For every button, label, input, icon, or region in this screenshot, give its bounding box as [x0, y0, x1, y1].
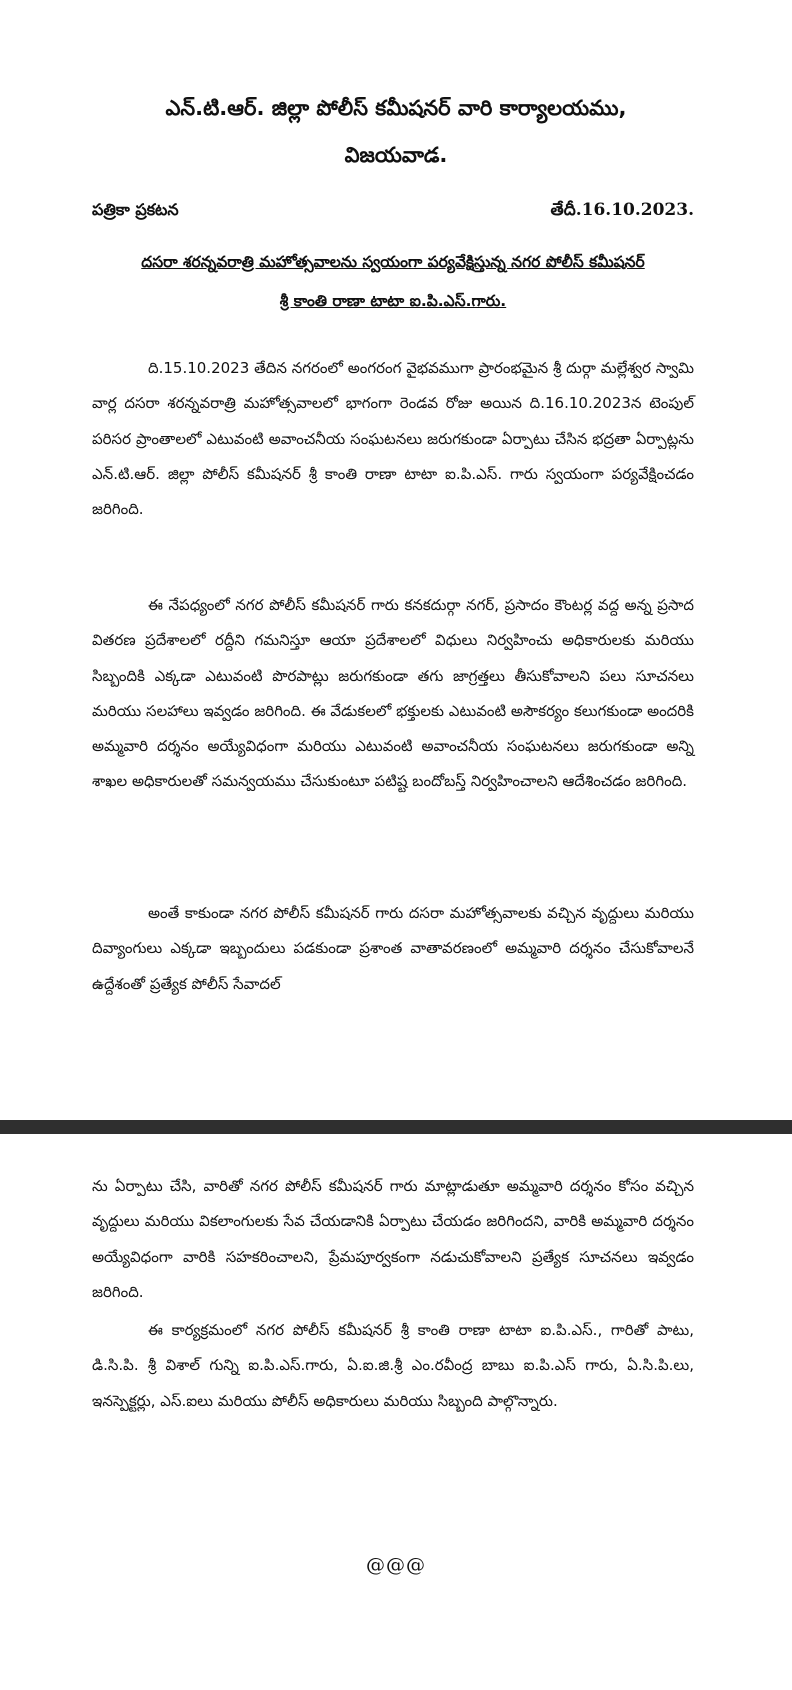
body-paragraph-4: ను ఏర్పాటు చేసి, వారితో నగర పోలీస్ కమీషనర్ గారు మాట్లాడుతూ అమ్మవారి దర్శనం కోసం వచ్చిన వృద్దులు మరియు వికలాంగులకు సేవ చేయడానికి ఏర్పాటు చేయడం జరిగిందని, వారికి అమ్మవారి దర్శనం అయ్యేవిధంగా వారికి సహకరించాలని, ప్రేమపూర్వకంగా నడుచుకోవాలని ప్రత్యేక సూచనలు ఇవ్వడం జరిగింది.: [92, 1177, 694, 1301]
body-paragraph-2: ఈ నేపధ్యంలో నగర పోలీస్ కమీషనర్ గారు కనకదుర్గా నగర్, ప్రసాదం కౌంటర్ల వద్ద అన్న ప్రసాద వితరణ ప్రదేశాలలో రద్దీని గమనిస్తూ ఆయా ప్రదేశాలలో విధులు నిర్వహించు అధికారులకు మరియు సిబ్బందికి ఎక్కడా ఎటువంటి పొరపాట్లు జరుగకుండా తగు జాగ్రత్తలు తీసుకోవాలని పలు సూచనలు మరియు సలహాలు ఇవ్వడం జరిగింది. ఈ వేడుకలలో భక్తులకు ఎటువంటి అసౌకర్యం కలుగకుండా అందరికి అమ్మవారి దర్శనం అయ్యేవిధంగా మరియు ఎటువంటి అవాంచనీయ సంఘటనలు జరుగకుండా అన్ని శాఖల అధికారులతో సమన్వయము చేసుకుంటూ పటిష్ట బందోబస్త్ నిర్వహించాలని ఆదేశించడం జరిగింది.: [92, 596, 694, 791]
press-release-label: పత్రికా ప్రకటన: [92, 200, 179, 219]
office-city: విజయవాడ.: [344, 143, 448, 167]
page-divider: [0, 1120, 792, 1134]
release-date: తేదీ.16.10.2023.: [550, 200, 694, 220]
body-paragraph-1: ది.15.10.2023 తేదిన నగరంలో అంగరంగ వైభవముగా ప్రారంభమైన శ్రీ దుర్గా మల్లేశ్వర స్వామి వార్ల దసరా శరన్నవరాత్రి మహోత్సవాలలో భాగంగా రెండవ రోజు అయిన ది.16.10.2023న టెంపుల్ పరిసర ప్రాంతాలలో ఎటువంటి అవాంచనీయ సంఘటనలు జరుగకుండా ఏర్పాటు చేసిన భద్రతా ఏర్పాట్లను ఎన్.టి.ఆర్. జిల్లా పోలీస్ కమీషనర్ శ్రీ కాంతి రాణా టాటా ఐ.పి.ఎస్. గారు స్వయంగా పర్యవేక్షించడం జరిగింది.: [92, 359, 694, 519]
closing-mark: @@@: [366, 1554, 426, 1576]
document-page-2: [0, 1134, 792, 1690]
office-title: ఎన్.టి.ఆర్. జిల్లా పోలీస్ కమీషనర్ వారి కార్యాలయము,: [165, 96, 627, 120]
body-paragraph-3: అంతే కాకుండా నగర పోలీస్ కమీషనర్ గారు దసరా మహోత్సవాలకు వచ్చిన వృద్దులు మరియు దివ్యాంగులు ఎక్కడా ఇబ్బందులు పడకుండా ప్రశాంత వాతావరణంలో అమ్మవారి దర్శనం చేసుకోవాలనే ఉద్దేశంతో ప్రత్యేక పోలీస్ సేవాదల్: [92, 904, 694, 993]
body-paragraph-5: ఈ కార్యక్రమంలో నగర పోలీస్ కమీషనర్ శ్రీ కాంతి రాణా టాటా ఐ.పి.ఎస్., గారితో పాటు, డి.సి.పి. శ్రీ విశాల్ గున్ని ఐ.పి.ఎస్.గారు, ఏ.ఐ.జి.శ్రీ ఎం.రవీంద్ర బాబు ఐ.పి.ఎస్ గారు, ఏ.సి.పి.లు, ఇనస్పెక్టర్లు, ఎస్.ఐలు మరియు పోలీస్ అధికారులు మరియు సిబ్బంది పాల్గొన్నారు.: [92, 1321, 694, 1410]
headline-line-1: దసరా శరన్నవరాత్రి మహోత్సవాలను స్వయంగా పర్యవేక్షిస్తున్న నగర పోలీస్ కమీషనర్: [141, 253, 645, 271]
headline-line-2: శ్రీ కాంతి రాణా టాటా ఐ.పి.ఎస్.గారు.: [279, 292, 507, 310]
